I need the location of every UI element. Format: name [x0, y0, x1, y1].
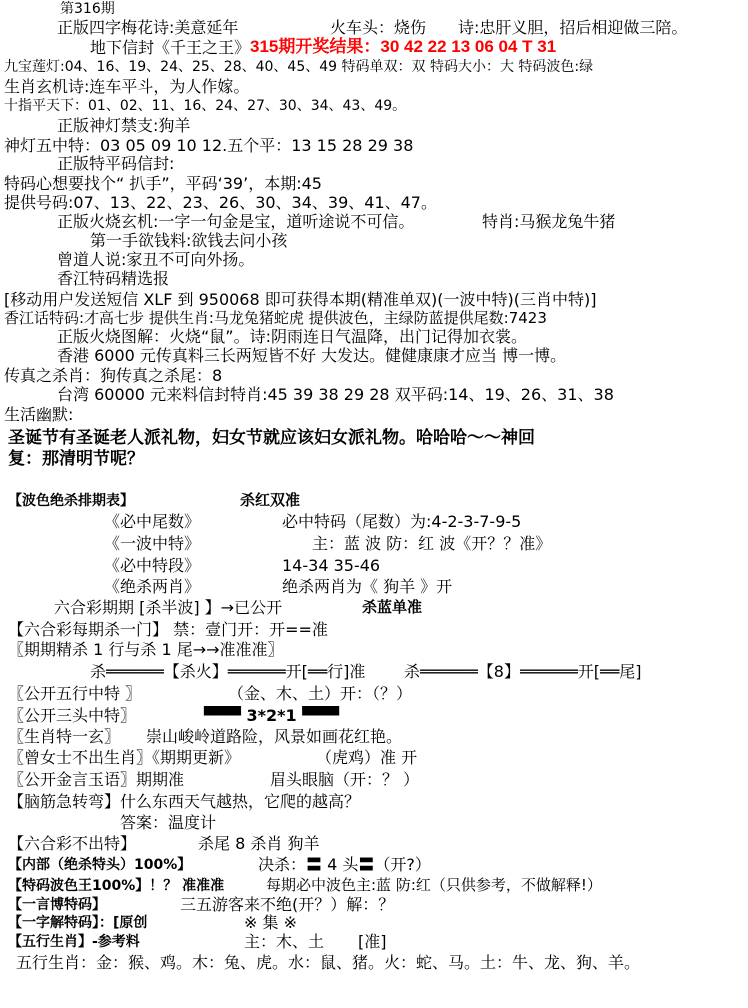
- first-hand-tip: 第一手欲钱料:欲钱去问小孩: [90, 231, 288, 250]
- five-element-label: 〖公开五行中特 〗: [8, 684, 142, 703]
- one-wave-label: 《一波中特》: [104, 534, 201, 553]
- kill-door-line: 【六合彩每期杀一门】 禁：壹门开：开==准: [8, 620, 328, 639]
- zodiac-mystery-value: 崇山峻岭道路险，风景如画花红艳。: [146, 727, 403, 746]
- three-head-label: 〖公开三头中特〗: [8, 706, 137, 725]
- five-element-zodiac-list: 五行生肖：金：猴、鸡。木：兔、虎。水：鼠、猪。火：蛇、马。土：牛、龙、狗、羊。: [16, 953, 641, 972]
- humor-label: 生活幽默:: [4, 405, 74, 424]
- five-element-zodiac-main: 主：木、土: [244, 932, 325, 951]
- fire-diagram: 正版火烧图解：火烧“鼠”。诗:阴雨连日气温降，出门记得加衣裳。: [57, 327, 527, 346]
- kill-row-tail-line: 〖期期精杀 1 行与杀 1 尾→→准准准〗: [8, 640, 284, 659]
- half-wave-label: 六合彩期期 [杀半波] 】→已公开: [54, 598, 283, 617]
- lamp-five-line: 神灯五中特：03 05 09 10 12.五个平：13 15 28 29 38: [4, 136, 414, 155]
- five-element-zodiac-tag: [准]: [358, 932, 387, 951]
- poem-line: 诗:忠肝义胆，招后相迎做三陪。: [458, 18, 688, 37]
- internal-kill-value: 决杀：〓 4 头〓（开?）: [258, 855, 431, 874]
- issue-number: 第316期: [60, 1, 115, 17]
- special-zodiac: 特肖:马猴龙兔牛猪: [482, 212, 616, 231]
- kill-two-value: 绝杀两肖为《 狗羊 》开: [282, 577, 453, 596]
- must-tail-label: 《必中尾数》: [104, 512, 201, 531]
- no-special-label: 【六合彩不出特】: [8, 834, 137, 853]
- no-special-value: 杀尾 8 杀肖 狗羊: [198, 834, 320, 853]
- must-tail-value: 必中特码（尾数）为:4-2-3-7-9-5: [282, 512, 522, 531]
- sms-notice: [移动用户发送短信 XLF 到 950068 即可获得本期(精准单双)(一波中特)(三肖中特)]: [4, 290, 597, 309]
- taoist-saying: 曾道人说:家丑不可向外扬。: [57, 250, 255, 269]
- special-code-riddle: 特码心想要找个“ 扒手”，平码‘39’，本期:45: [4, 174, 322, 193]
- provided-numbers: 提供号码:07、13、22、23、26、30、34、39、41、47。: [4, 193, 437, 212]
- brain-teaser-answer: 答案：温度计: [120, 813, 217, 832]
- must-range-label: 《必中特段》: [104, 556, 201, 575]
- five-element-zodiac-label: 【五行生肖】-参考料: [8, 934, 140, 950]
- one-char-label: 【一字解特码】：[原创: [8, 915, 148, 931]
- underground-envelope: 地下信封《千王之王》: [90, 38, 251, 57]
- taiwan-line: 台湾 60000 元来料信封特肖:45 39 38 29 28 双平码:14、19、26、31、38: [57, 385, 614, 404]
- fax-kill-line: 传真之杀肖：狗传真之杀尾：8: [4, 366, 223, 385]
- xiangjiang-title: 香江特码精选报: [57, 269, 170, 288]
- train-head: 火车头：烧伤: [330, 18, 427, 37]
- fire-mystery: 正版火烧玄机:一字一句金是宝，道听途说不可信。: [57, 212, 415, 231]
- internal-kill-label: 【内部（绝杀特头）100%】: [8, 857, 192, 873]
- one-word-bet-label: 【一言博特码】: [8, 897, 106, 913]
- humor-text-2: 复：那清明节呢？: [8, 449, 144, 469]
- kill-tail-bar: 杀══════【8】══════开[══尾]: [404, 662, 642, 681]
- xiangjiang-talk: 香江话特码:才高七步 提供生肖:马龙兔猪蛇虎 提供波色，主绿防蓝提供尾数:7423: [4, 309, 547, 327]
- lotus-lamp-line: 九宝莲灯:04、16、19、24、25、28、40、45、49 特码单双：双 特码大小：大 特码波色:绿: [4, 59, 594, 75]
- plum-poem: 正版四字梅花诗:美意延年: [57, 18, 239, 37]
- one-wave-value: 主：蓝 波 防：红 波《开？？准》: [312, 534, 552, 553]
- must-range-value: 14-34 35-46: [282, 556, 381, 575]
- kill-blue-label: 杀蓝单准: [362, 598, 423, 616]
- ms-zeng-label: 〖曾女士不出生肖〗《期期更新》: [8, 748, 241, 767]
- brain-teaser-label: 【脑筋急转弯】: [8, 792, 121, 811]
- zodiac-mystery-label: 〖生肖特一玄〗: [8, 727, 121, 746]
- wave-king-label: 【特码波色王100%】！？ 准准准: [8, 878, 225, 894]
- three-head-value: ▀▀▀ 3*2*1 ▀▀▀: [204, 706, 340, 725]
- five-element-value: （金、木、土）开：（？）: [228, 684, 413, 703]
- kill-fire-bar: 杀══════【杀火】══════开[══行]准: [90, 662, 366, 681]
- forbidden-zodiac: 正版神灯禁支:狗羊: [57, 116, 191, 135]
- wave-king-value: 每期必中波色主:蓝 防:红（只供参考，不做解释!）: [266, 876, 602, 894]
- flat-code-envelope: 正版特平码信封:: [57, 154, 175, 173]
- ms-zeng-value: （虎鸡）准 开: [316, 748, 418, 767]
- draw-result: 315期开奖结果：30 42 22 13 06 04 T 31: [250, 37, 557, 56]
- color-kill-header: 【波色绝杀排期表】: [8, 493, 134, 509]
- zodiac-poem: 生肖玄机诗:连车平斗，为人作嫁。: [4, 77, 250, 96]
- brain-teaser-question: 什么东西天气越热，它爬的越高？: [120, 792, 361, 811]
- golden-words-label: 〖公开金言玉语〗期期准: [8, 770, 185, 789]
- one-word-bet-value: 三五游客来不绝(开？）解：？: [180, 895, 395, 914]
- kill-red-label: 杀红双准: [240, 491, 301, 509]
- kill-two-label: 《绝杀两肖》: [104, 577, 201, 596]
- ten-fingers-line: 十指平天下：01、02、11、16、24、27、30、34、43、49。: [4, 98, 407, 114]
- golden-words-value: 眉头眼脑（开：？ ）: [270, 770, 420, 789]
- one-char-value: ※ 集 ※: [244, 913, 297, 932]
- humor-text-1: 圣诞节有圣诞老人派礼物，妇女节就应该妇女派礼物。哈哈哈～～神回: [8, 428, 535, 448]
- hk-fax-line: 香港 6000 元传真料三长两短皆不好 大发达。健健康康才应当 博一博。: [57, 346, 567, 365]
